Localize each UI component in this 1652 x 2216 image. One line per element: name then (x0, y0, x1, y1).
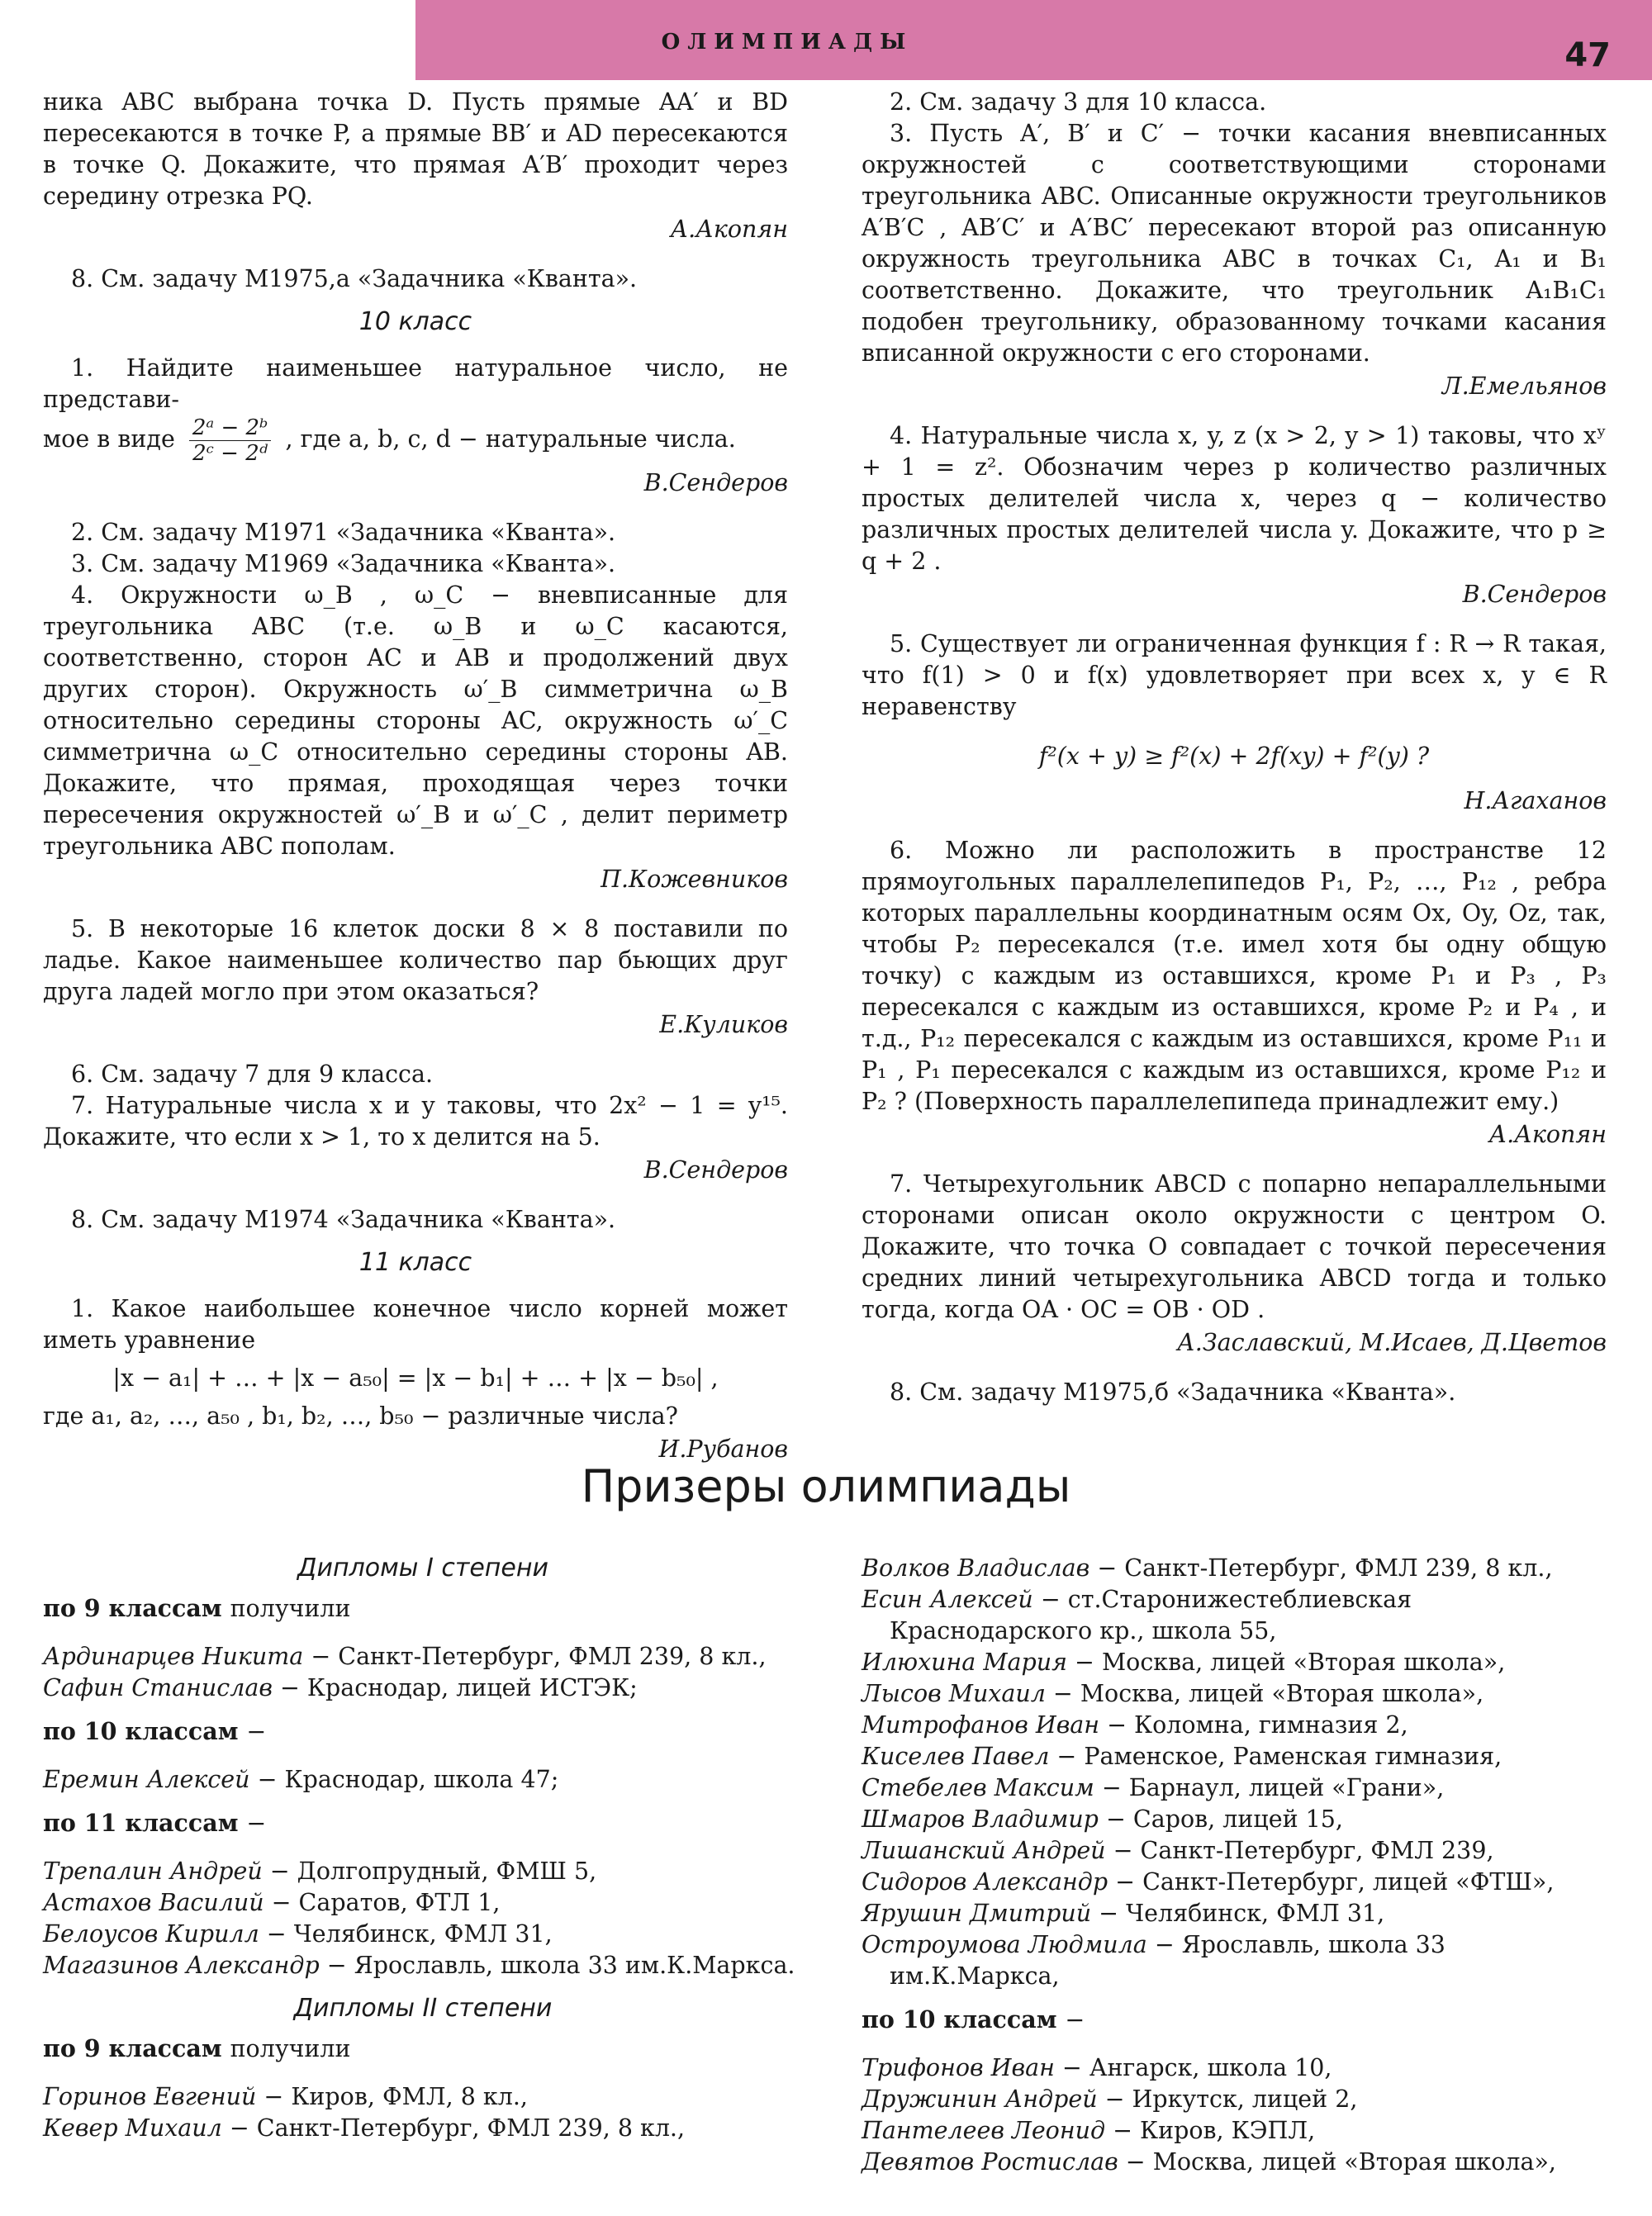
winner-location: − Санкт-Петербург, ФМЛ 239, 8 кл., (303, 1643, 767, 1670)
winner-entry (43, 1764, 803, 1796)
winner-name: Белоусов Кирилл (43, 1920, 259, 1948)
winner-list (43, 1856, 803, 1981)
author-signature: А.Акопян (670, 216, 788, 243)
winner-location: − Санкт-Петербург, ФМЛ 239, (1105, 1837, 1494, 1864)
winner-location: − Москва, лицей «Вторая школа», (1118, 2148, 1556, 2176)
winner-location: − Киров, ФМЛ, 8 кл., (256, 2083, 528, 2110)
winner-name: Ардинарцев Никита (43, 1643, 304, 1670)
winner-entry (862, 1898, 1621, 1929)
author-signature: Л.Емельянов (1441, 372, 1607, 400)
winner-name: Дружинин Андрей (862, 2086, 1098, 2113)
winner-location: − Ангарск, школа 10, (1054, 2054, 1332, 2081)
problem-11-7: 7. Четырехугольник ABCD с попарно непараллельными сторонами описан около окружности с центром O. Докажите, что точка O совпадает с точкой пересечения средних линий четырехугольника ABCD тогда и только тогда, когда OA · OC = OB · OD . (862, 1170, 1607, 1323)
prize-left-column (43, 1553, 803, 2156)
winner-entry (43, 2113, 803, 2144)
author-signature: В.Сендеров (643, 469, 788, 496)
group-suffix: получили (230, 1595, 351, 1622)
winner-name: Сидоров Александр (862, 1868, 1108, 1896)
winner-entry (862, 2052, 1621, 2084)
author-signature: Н.Агаханов (1464, 787, 1607, 814)
problem-10-4: 4. Окружности ω_B , ω_C − вневписанные для треугольника ABC (т.е. ω_B и ω_C касаются, соответственно, сторон AC и AB и продолжений двух других сторон). Окружность ω′_B симметрична ω_B относительно середины стороны AC, окружность ω′_C симметрична ω_C относительно середины стороны AB. Докажите, что прямая, проходящая через точки пересечения окружностей ω′_B и ω′_C , делит периметр треугольника ABC пополам. (43, 581, 788, 860)
winner-entry (862, 1710, 1621, 1741)
winner-location: − Санкт-Петербург, лицей «ФТШ», (1108, 1868, 1555, 1896)
winner-entry (862, 1835, 1621, 1867)
problem-11-3: 3. Пусть A′, B′ и C′ − точки касания вневписанных окружностей с соответствующими сторонами треугольника ABC. Описанные окружности треугольников A′B′C , AB′C′ и A′BC′ пересекают второй раз описанную окружность треугольника ABC в точках C₁, A₁ и B₁ соответственно. Докажите, что треугольник A₁B₁C₁ подобен треугольнику, образованному точками касания вписанной окружности с его сторонами. (862, 120, 1607, 367)
problem-11-2: 2. См. задачу 3 для 10 класса. (890, 88, 1267, 116)
winner-location: − Коломна, гимназия 2, (1099, 1711, 1408, 1739)
author-signature: В.Сендеров (1462, 581, 1607, 608)
group-heading (43, 1807, 803, 1839)
group-label: по 10 классам (862, 2005, 1057, 2033)
right-column (862, 87, 1607, 1408)
problem-9-8: 8. См. задачу М1975,а «Задачника «Кванта». (71, 265, 638, 292)
winner-location: − Краснодар, школа 47; (249, 1766, 559, 1793)
problem-11-8: 8. См. задачу М1975,б «Задачника «Кванта». (890, 1378, 1456, 1406)
winner-name: Стебелев Максим (862, 1774, 1094, 1801)
winner-name: Остроумова Людмила (862, 1931, 1147, 1958)
winner-list (43, 1641, 803, 1704)
winner-entry (862, 1867, 1621, 1898)
fraction-denominator: 2ᶜ − 2ᵈ (192, 441, 268, 466)
problem-9-7-end: ника ABC выбрана точка D. Пусть прямые AA′ и BD пересекаются в точке P, а прямые BB′ и AD пересекаются в точке Q. Докажите, что прямая A′B′ проходит через середину отрезка PQ. (43, 88, 788, 210)
winner-location: − Санкт-Петербург, ФМЛ 239, 8 кл., (221, 2114, 686, 2142)
winner-location: − Киров, КЭПЛ, (1105, 2117, 1316, 2144)
author-signature: В.Сендеров (643, 1156, 788, 1184)
winner-name: Девятов Ростислав (862, 2148, 1118, 2176)
author-signature: А.Заславский, М.Исаев, Д.Цветов (1177, 1329, 1607, 1356)
winner-list (43, 2081, 803, 2144)
problem-11-4: 4. Натуральные числа x, y, z (x > 2, y > 1) таковы, что xʸ + 1 = z². Обозначим через p количество различных простых делителей числа x, через q − количество различных простых делителей числа y. Докажите, что p ≥ q + 2 . (862, 422, 1607, 575)
left-column (43, 87, 788, 1483)
winner-location: − Ярославль, школа 33 им.К.Маркса. (319, 1952, 795, 1979)
group-heading (43, 1715, 803, 1748)
winner-entry (862, 1929, 1621, 1992)
winner-location: − Челябинск, ФМЛ 31, (259, 1920, 553, 1948)
winner-entry (43, 1950, 803, 1981)
author-signature: Е.Куликов (659, 1011, 788, 1038)
winner-name: Киселев Павел (862, 1743, 1050, 1770)
group-suffix: − (246, 1718, 267, 1745)
problem-10-5: 5. В некоторые 16 клеток доски 8 × 8 поставили по ладье. Какое наименьшее количество пар бьющих друг друга ладей могло при этом оказаться? (43, 915, 788, 1005)
winner-location: − Москва, лицей «Вторая школа», (1067, 1649, 1506, 1676)
winner-name: Сафин Станислав (43, 1674, 273, 1701)
winner-entry (43, 1856, 803, 1887)
winner-list (862, 1553, 1621, 1992)
problem-10-7: 7. Натуральные числа x и y таковы, что 2x² − 1 = y¹⁵. Докажите, что если x > 1, то x делится на 5. (43, 1092, 788, 1151)
winner-entry (862, 1584, 1621, 1647)
winner-name: Илюхина Мария (862, 1649, 1067, 1676)
problem-10-3: 3. См. задачу М1969 «Задачника «Кванта». (71, 550, 616, 577)
winner-location: − Челябинск, ФМЛ 31, (1091, 1900, 1385, 1927)
winner-location: − Барнаул, лицей «Грани», (1094, 1774, 1445, 1801)
winner-location: − Иркутск, лицей 2, (1097, 2086, 1358, 2113)
winner-name: Трепалин Андрей (43, 1858, 263, 1885)
fraction (189, 415, 272, 466)
problem-10-1-pre: мое в виде (43, 425, 175, 453)
section-heading-10: 10 класс (358, 307, 472, 336)
problem-10-1-formula-line (43, 415, 788, 466)
diploma-2-heading: Дипломы II степени (293, 1994, 553, 2023)
winner-location: − Долгопрудный, ФМШ 5, (262, 1858, 597, 1885)
section-title: ОЛИМПИАДЫ (661, 30, 914, 55)
group-label: по 11 классам (43, 1809, 239, 1837)
problem-11-1-cont: где a₁, a₂, …, a₅₀ , b₁, b₂, …, b₅₀ − различные числа? (43, 1402, 678, 1430)
winner-entry (862, 2147, 1621, 2178)
group-label: по 10 классам (43, 1717, 239, 1745)
author-signature: А.Акопян (1488, 1121, 1607, 1148)
winner-entry (862, 1553, 1621, 1584)
prize-right-column (862, 1553, 1621, 2190)
group-label: по 9 классам (43, 2034, 222, 2062)
problem-11-5: 5. Существует ли ограниченная функция f : R → R такая, что f(1) > 0 и f(x) удовлетворяет при всех x, y ∈ R неравенству (862, 630, 1607, 720)
equation: |x − a₁| + … + |x − a₅₀| = |x − b₁| + … + |x − b₅₀| , (112, 1364, 719, 1392)
problem-10-1-post: , где a, b, c, d − натуральные числа. (285, 425, 736, 453)
winner-location: − Раменское, Раменская гимназия, (1049, 1743, 1502, 1770)
winner-entry (43, 1887, 803, 1919)
author-signature: И.Рубанов (658, 1435, 788, 1463)
group-heading (43, 1592, 803, 1625)
winner-name: Трифонов Иван (862, 2054, 1055, 2081)
winner-entry (862, 1647, 1621, 1678)
winner-entry (43, 1919, 803, 1950)
winner-location: − Саров, лицей 15, (1098, 1806, 1343, 1833)
problem-11-6: 6. Можно ли расположить в пространстве 12 прямоугольных параллелепипедов P₁, P₂, …, P₁₂ , ребра которых параллельны координатным осям Ox, Oy, Oz, так, чтобы P₂ пересекался (т.е. имел хотя бы одну общую точку) с каждым из оставшихся, кроме P₁ и P₃ , P₃ пересекался с каждым из оставшихся, кроме P₂ и P₄ , и т.д., P₁₂ пересекался с каждым из оставшихся, кроме P₁₁ и P₁ , P₁ пересекался с каждым из оставшихся, кроме P₁₂ и P₂ ? (Поверхность параллелепипеда принадлежит ему.) (862, 837, 1607, 1115)
winner-name: Астахов Василий (43, 1889, 264, 1916)
winner-name: Лысов Михаил (862, 1680, 1046, 1707)
section-heading-11: 11 класс (358, 1248, 472, 1277)
diploma-1-heading: Дипломы I степени (297, 1554, 548, 1583)
problem-10-6: 6. См. задачу 7 для 9 класса. (71, 1061, 434, 1088)
winner-name: Еремин Алексей (43, 1766, 250, 1793)
page-number: 47 (1564, 36, 1611, 74)
winner-name: Шмаров Владимир (862, 1806, 1099, 1833)
winner-name: Горинов Евгений (43, 2083, 257, 2110)
winner-entry (862, 2115, 1621, 2147)
problem-10-8: 8. См. задачу М1974 «Задачника «Кванта». (71, 1206, 616, 1233)
winner-entry (862, 1804, 1621, 1835)
winner-name: Ярушин Дмитрий (862, 1900, 1092, 1927)
author-signature: П.Кожевников (601, 866, 788, 893)
group-heading (862, 2004, 1621, 2036)
group-suffix: − (246, 1810, 267, 1837)
winner-location: − Саратов, ФТЛ 1, (263, 1889, 501, 1916)
winner-entry (862, 1741, 1621, 1772)
problem-10-2: 2. См. задачу М1971 «Задачника «Кванта». (71, 519, 616, 546)
group-suffix: получили (230, 2035, 351, 2062)
group-suffix: − (1065, 2006, 1085, 2033)
winner-entry (862, 1772, 1621, 1804)
problem-11-1: 1. Какое наибольшее конечное число корней может иметь уравнение (43, 1295, 788, 1354)
winner-location: − Санкт-Петербург, ФМЛ 239, 8 кл., (1089, 1554, 1553, 1582)
winner-name: Есин Алексей (862, 1586, 1033, 1613)
winner-location: − Краснодар, лицей ИСТЭК; (272, 1674, 638, 1701)
fraction-numerator: 2ᵃ − 2ᵇ (189, 415, 272, 441)
group-heading (43, 2033, 803, 2065)
winner-location: − Москва, лицей «Вторая школа», (1045, 1680, 1484, 1707)
inequality: f²(x + y) ≥ f²(x) + 2f(xy) + f²(y) ? (1038, 743, 1430, 770)
winner-list (862, 2052, 1621, 2178)
problem-10-1: 1. Найдите наименьшее натуральное число, не представи- (43, 354, 788, 413)
winner-name: Кевер Михаил (43, 2114, 222, 2142)
winner-entry (43, 1641, 803, 1673)
winner-entry (43, 2081, 803, 2113)
winner-list (43, 1764, 803, 1796)
winner-entry (862, 2084, 1621, 2115)
prize-winners-heading: Призеры олимпиады (581, 1460, 1071, 1512)
winner-location: − Ярославль, школа 33 им.К.Маркса, (890, 1931, 1446, 1990)
winner-name: Пантелеев Леонид (862, 2117, 1106, 2144)
winner-location: − ст.Старонижестеблиевская Краснодарского кр., школа 55, (890, 1586, 1412, 1644)
winner-name: Митрофанов Иван (862, 1711, 1100, 1739)
winner-name: Магазинов Александр (43, 1952, 320, 1979)
group-label: по 9 классам (43, 1594, 222, 1622)
winner-name: Волков Владислав (862, 1554, 1090, 1582)
winner-name: Лишанский Андрей (862, 1837, 1106, 1864)
winner-entry (43, 1673, 803, 1704)
winner-entry (862, 1678, 1621, 1710)
